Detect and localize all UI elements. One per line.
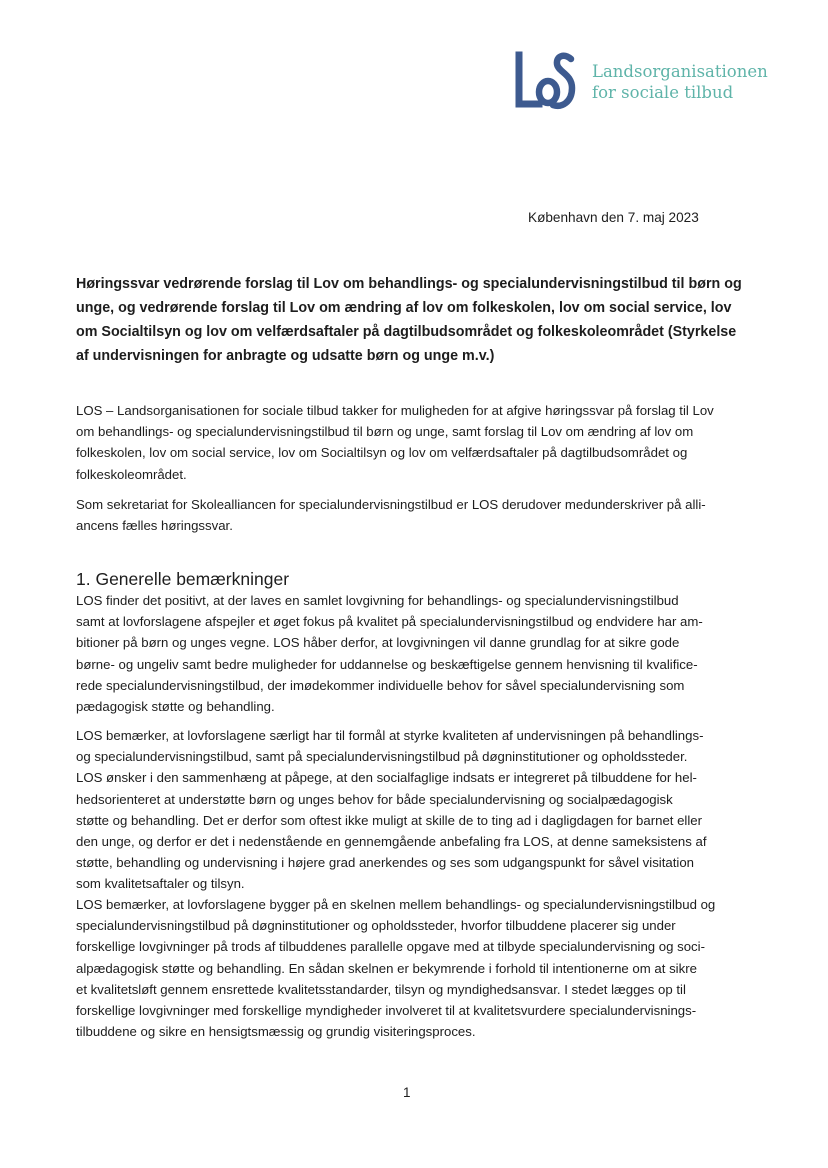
text-line: Som sekretariat for Skolealliancen for specialundervisningstilbud er LOS derudover medunderskriver på alli-: [76, 497, 706, 512]
text-line: støtte og behandling. Det er derfor som oftest ikke muligt at skille de to ting ad i dagligdagen for barnet eller: [76, 812, 703, 828]
text-line: LOS finder det positivt, at der laves en samlet lovgivning for behandlings- og specialundervisningstilbud: [76, 593, 679, 608]
organization-logo: [512, 50, 768, 114]
intro-paragraph: [76, 494, 756, 536]
text-line: pædagogisk støtte og behandling.: [76, 699, 275, 715]
text-line: om behandlings- og specialundervisningstilbud til børn og unge, samt forslag til Lov om ændring af lov om: [76, 424, 694, 440]
intro-paragraph: [76, 400, 756, 485]
title-line: unge, og vedrørende forslag til Lov om ændring af lov om folkeskolen, lov om social service, lov: [76, 300, 732, 316]
logo-text: [592, 61, 768, 103]
text-line: tilbuddene og sikre en hensigtsmæssig og grundig visiteringsproces.: [76, 1024, 476, 1040]
document-date: København den 7. maj 2023: [528, 210, 699, 225]
text-line: LOS – Landsorganisationen for sociale tilbud takker for muligheden for at afgive høringssvar på forslag til Lov: [76, 403, 714, 418]
document-title: [76, 272, 756, 368]
text-line: rede specialundervisningstilbud, der imødekommer individuelle behov for såvel specialundervisning som: [76, 677, 685, 693]
text-line: støtte, behandling og undervisning i højere grad anerkendes og ses som udgangspunkt for såvel visitation: [76, 855, 694, 871]
title-line: Høringssvar vedrørende forslag til Lov om behandlings- og specialundervisningstilbud til børn og: [76, 276, 742, 292]
los-logo-mark: [512, 50, 582, 114]
logo-line-2: for sociale tilbud: [592, 83, 734, 102]
section-heading: 1. Generelle bemærkninger: [76, 569, 290, 589]
text-line: den unge, og derfor er det i nedenstående en gennemgående anbefaling fra LOS, at denne sameksistens af: [76, 834, 707, 850]
text-line: folkeskoleområdet.: [76, 466, 187, 482]
text-line: og specialundervisningstilbud, samt på specialundervisningstilbud på døgninstitutioner og opholdssteder.: [76, 749, 688, 765]
section-paragraph: [76, 725, 756, 895]
text-line: hedsorienteret at understøtte børn og unges behov for både specialundervisning og socialpædagogisk: [76, 791, 673, 807]
text-line: folkeskolen, lov om social service, lov om Socialtilsyn og lov om velfærdsaftaler på dagtilbudsområdet og: [76, 445, 688, 461]
text-line: et kvalitetsløft gennem ensrettede kvalitetsstandarder, tilsyn og myndighedsansvar. I stedet lægges op til: [76, 981, 686, 997]
text-line: specialundervisningstilbud på døgninstitutioner og opholdssteder, hvorfor tilbuddene placerer sig under: [76, 918, 676, 934]
section-paragraph: [76, 894, 756, 1042]
text-line: LOS ønsker i den sammenhæng at påpege, at den socialfaglige indsats er integreret på tilbuddene for hel-: [76, 770, 697, 786]
title-line: af undervisningen for anbragte og udsatte børn og unge m.v.): [76, 348, 495, 364]
text-line: bitioner på børn og unges vegne. LOS håber derfor, at lovgivningen vil danne grundlag for at sikre gode: [76, 635, 680, 651]
text-line: LOS bemærker, at lovforslagene særligt har til formål at styrke kvaliteten af undervisningen på behandlings-: [76, 728, 704, 743]
text-line: samt at lovforslagene afspejler et øget fokus på kvalitet på specialundervisningstilbud og endvidere har am-: [76, 614, 703, 630]
text-line: LOS bemærker, at lovforslagene bygger på en skelnen mellem behandlings- og specialundervisningstilbud og: [76, 897, 716, 912]
text-line: børne- og ungeliv samt bedre muligheder for uddannelse og beskæftigelse gennem henvisning til kvalifice-: [76, 656, 698, 672]
logo-line-1: Landsorganisationen: [592, 62, 768, 81]
text-line: forskellige lovgivninger på trods af tilbuddenes parallelle opgave med at tilbyde specialundervisning og soci-: [76, 939, 705, 955]
text-line: forskellige lovgivninger med forskellige myndigheder involveret til at kvalitetsvurdere specialundervisnings-: [76, 1003, 697, 1019]
text-line: alpædagogisk støtte og behandling. En sådan skelnen er bekymrende i forhold til intentionerne om at sikre: [76, 960, 697, 976]
section-paragraph: [76, 590, 756, 717]
page-number: 1: [403, 1085, 411, 1100]
title-line: om Socialtilsyn og lov om velfærdsaftaler på dagtilbudsområdet og folkeskoleområdet (Styrkelse: [76, 324, 737, 340]
text-line: ancens fælles høringssvar.: [76, 518, 233, 534]
text-line: som kvalitetsaftaler og tilsyn.: [76, 876, 245, 892]
